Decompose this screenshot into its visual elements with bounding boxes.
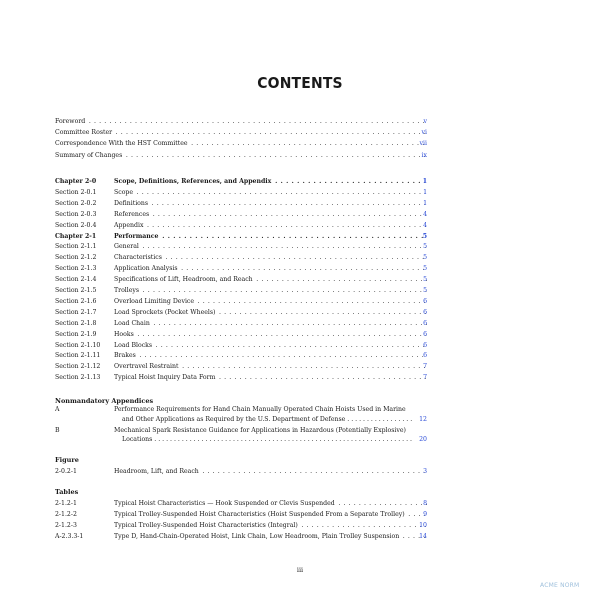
toc-entry-title: [114, 467, 427, 477]
toc-entry-number: Section 2-1.3: [55, 265, 97, 273]
toc-page-link[interactable]: 5: [423, 287, 427, 294]
toc-leader-dots: [134, 189, 427, 196]
toc-entry-title: [114, 341, 427, 351]
toc-entry-text: Load Blocks: [114, 341, 153, 349]
toc-leader-dots: [144, 222, 427, 229]
toc-leader-dots: [152, 436, 414, 443]
toc-table-entry[interactable]: [55, 499, 427, 509]
toc-entry-number: B: [55, 426, 60, 434]
toc-entry-number: Section 2-0.1: [55, 188, 97, 196]
toc-entry-text: References: [114, 210, 150, 218]
toc-page-link[interactable]: 1: [423, 199, 427, 207]
toc-figure-entry[interactable]: [55, 467, 427, 477]
toc-entry-text: Scope, Definitions, References, and Appendix: [114, 178, 272, 185]
toc-page-link[interactable]: 6: [423, 330, 427, 338]
watermark-logo: ACME NORM: [540, 582, 580, 589]
toc-page-link[interactable]: 5: [423, 276, 427, 284]
toc-entry-number: 2-1.2-1: [55, 500, 77, 507]
page-title: CONTENTS: [257, 74, 343, 92]
toc-entry-title: [114, 521, 427, 531]
toc-entry-number: 2-0.2-1: [55, 468, 77, 475]
toc-entry-title: [122, 415, 414, 425]
toc-leader-dots: [153, 342, 427, 349]
toc-entry-text: Typical Trolley-Suspended Hoist Characteristics (Hoist Suspended From a Separate Trolley): [114, 511, 405, 518]
toc-section-entry[interactable]: [55, 330, 427, 340]
toc-entry-title: [114, 499, 427, 509]
toc-leader-dots: [216, 374, 427, 381]
toc-entry-text: Typical Hoist Characteristics — Hook Suspended or Clevis Suspended: [114, 500, 335, 507]
toc-entry-title: [114, 362, 427, 372]
toc-entry-text: Correspondence With the HST Committee: [55, 140, 188, 147]
toc-entry-text: Foreword: [55, 118, 86, 125]
toc-leader-dots: [163, 254, 427, 261]
toc-entry-text: and Other Applications as Required by the U.S. Department of Defense: [122, 415, 346, 423]
toc-page-link[interactable]: 6: [423, 319, 427, 327]
toc-entry-title: [114, 253, 427, 263]
toc-entry-number: 2-1.2-3: [55, 522, 77, 529]
toc-entry-text: Specifications of Lift, Headroom, and Reach: [114, 276, 253, 284]
toc-leader-dots: [200, 468, 427, 475]
toc-leader-dots: [140, 243, 427, 250]
toc-entry-number: A: [55, 406, 60, 413]
toc-entry-number: Section 2-1.4: [55, 276, 97, 284]
toc-page-link[interactable]: 6: [423, 308, 427, 316]
toc-entry-title: [114, 510, 427, 520]
toc-entry-text: Mechanical Spark Resistance Guidance for Applications in Hazardous (Potentially Explosive): [114, 426, 406, 434]
toc-section-entry[interactable]: [55, 275, 427, 285]
toc-entry-title: [55, 128, 427, 138]
toc-leader-dots: [195, 298, 427, 305]
toc-entry-number: A-2.3.3-1: [55, 533, 84, 540]
toc-entry-text: Type D, Hand-Chain-Operated Hoist, Link Chain, Low Headroom, Plain Trolley Suspension: [114, 533, 400, 540]
toc-entry-title: [114, 199, 427, 209]
toc-entry-number: Section 2-0.4: [55, 221, 97, 229]
toc-entry-number: Section 2-1.13: [55, 374, 101, 382]
toc-section-entry[interactable]: [55, 242, 427, 252]
toc-entry-number: Section 2-1.7: [55, 308, 97, 316]
toc-section-entry[interactable]: [55, 199, 427, 209]
toc-section-entry[interactable]: [55, 210, 427, 220]
toc-front-matter-entry[interactable]: [55, 151, 427, 161]
toc-section-entry[interactable]: [55, 308, 427, 318]
toc-entry-text: Definitions: [114, 199, 149, 207]
toc-entry-text: Headroom, Lift, and Reach: [114, 468, 199, 475]
toc-page-link[interactable]: v: [423, 118, 427, 125]
toc-entry-number: Section 2-1.6: [55, 297, 97, 305]
toc-leader-dots: [151, 320, 427, 327]
toc-entry-title: [55, 117, 427, 127]
toc-entry-number: Section 2-1.8: [55, 319, 97, 327]
toc-leader-dots: [180, 363, 427, 370]
toc-leader-dots: [86, 118, 427, 125]
toc-page-link[interactable]: 6: [423, 341, 427, 349]
toc-entry-title: [114, 177, 427, 187]
figure-heading: Figure: [55, 456, 79, 464]
toc-leader-dots: [150, 211, 427, 218]
toc-entry-title: [55, 139, 427, 149]
toc-entry-title: [122, 435, 414, 445]
toc-entry-title: [114, 308, 427, 318]
toc-entry-number: Section 2-1.12: [55, 363, 101, 371]
toc-entry-title: [114, 242, 427, 252]
toc-entry-text: Typical Hoist Inquiry Data Form: [114, 374, 216, 382]
toc-entry-title: [114, 297, 427, 307]
toc-leader-dots: [160, 233, 428, 240]
toc-page-link[interactable]: 9: [423, 511, 427, 518]
toc-section-entry[interactable]: [55, 297, 427, 307]
toc-entry-number: Section 2-0.2: [55, 199, 97, 207]
toc-entry-number: Chapter 2-1: [55, 232, 97, 240]
toc-page-link[interactable]: 3: [423, 468, 427, 475]
toc-leader-dots: [216, 309, 427, 316]
toc-entry-number: 2-1.2-2: [55, 511, 77, 518]
toc-entry-title: [114, 221, 427, 231]
toc-leader-dots: [140, 287, 427, 294]
toc-leader-dots: [345, 416, 414, 423]
toc-entry-title: [114, 275, 427, 285]
toc-entry-title: [114, 330, 427, 340]
toc-page-link[interactable]: ix: [421, 151, 427, 159]
toc-page-link[interactable]: 7: [423, 374, 427, 382]
toc-entry-text: Locations: [122, 436, 153, 443]
appendices-heading: Nonmandatory Appendices: [55, 397, 154, 405]
toc-leader-dots: [123, 152, 427, 159]
toc-entry-number: Section 2-0.3: [55, 210, 97, 218]
toc-leader-dots: [179, 265, 427, 272]
toc-entry-title: [114, 264, 427, 274]
toc-entry-text: Performance: [114, 232, 159, 240]
toc-section-entry[interactable]: [55, 351, 427, 361]
toc-page-link[interactable]: 5: [422, 232, 427, 240]
toc-leader-dots: [137, 352, 427, 359]
toc-section-entry[interactable]: [55, 221, 427, 231]
toc-page-link[interactable]: 5: [423, 254, 427, 262]
toc-section-entry[interactable]: [55, 264, 427, 274]
toc-leader-dots: [135, 331, 427, 338]
toc-page-link[interactable]: 4: [423, 221, 427, 229]
toc-entry-text: General: [114, 243, 139, 251]
toc-entry-text: Application Analysis: [114, 265, 178, 273]
toc-page-link[interactable]: 10: [419, 522, 427, 529]
toc-entry-text: Hooks: [114, 330, 134, 338]
toc-section-entry[interactable]: [55, 286, 427, 296]
toc-entry-title: [114, 232, 427, 242]
toc-section-entry[interactable]: [55, 253, 427, 263]
toc-entry-text: Typical Trolley-Suspended Hoist Characteristics (Integral): [114, 522, 298, 529]
toc-entry-number: Section 2-1.11: [55, 352, 101, 360]
toc-chapter-entry[interactable]: [55, 177, 427, 187]
toc-entry-text: Load Sprockets (Pocket Wheels): [114, 308, 216, 316]
toc-leader-dots: [149, 200, 427, 207]
toc-entry-number: Chapter 2-0: [55, 178, 97, 185]
toc-front-matter-entry[interactable]: [55, 117, 427, 127]
toc-entry-text: Overtravel Restraint: [114, 363, 179, 371]
toc-entry-number: Section 2-1.10: [55, 341, 101, 349]
toc-entry-text: Brakes: [114, 352, 136, 360]
toc-leader-dots: [254, 276, 427, 283]
toc-table-entry[interactable]: [55, 521, 427, 531]
toc-entry-text: Scope: [114, 188, 134, 196]
toc-page-link[interactable]: vi: [421, 128, 427, 136]
toc-page-link[interactable]: 8: [423, 500, 427, 507]
tables-heading: Tables: [55, 488, 79, 496]
toc-entry-text: Overload Limiting Device: [114, 297, 195, 305]
toc-page-link[interactable]: 7: [423, 363, 427, 371]
toc-entry-title: [114, 532, 427, 542]
toc-entry-text: Performance Requirements for Hand Chain Manually Operated Chain Hoists Used in Marine: [114, 406, 406, 413]
toc-front-matter-entry[interactable]: [55, 139, 427, 149]
toc-section-entry[interactable]: [55, 341, 427, 351]
toc-chapter-entry[interactable]: [55, 232, 427, 242]
toc-entry-title: [114, 319, 427, 329]
toc-entry-title: [114, 351, 427, 361]
toc-page-link[interactable]: 1: [422, 178, 427, 185]
toc-table-entry[interactable]: [55, 532, 427, 542]
toc-entry-text: Summary of Changes: [55, 151, 123, 159]
toc-page-link[interactable]: 4: [423, 210, 427, 218]
toc-section-entry[interactable]: [55, 373, 427, 383]
toc-page-link[interactable]: vii: [419, 140, 427, 147]
toc-entry-number: Section 2-1.9: [55, 330, 97, 338]
toc-entry-number: Section 2-1.5: [55, 287, 97, 294]
toc-entry-text: Trolleys: [114, 287, 140, 294]
toc-entry-title: [55, 151, 427, 161]
toc-page-link[interactable]: 12: [419, 415, 427, 423]
toc-leader-dots: [299, 522, 427, 529]
toc-entry-text: Committee Roster: [55, 128, 113, 136]
toc-page-link[interactable]: 6: [423, 352, 427, 360]
toc-section-entry[interactable]: [55, 188, 427, 198]
toc-page-link[interactable]: 20: [419, 436, 427, 443]
toc-leader-dots: [189, 140, 427, 147]
toc-entry-text: Characteristics: [114, 254, 162, 262]
toc-section-entry[interactable]: [55, 362, 427, 372]
toc-table-entry[interactable]: [55, 510, 427, 520]
toc-entry-title: [114, 373, 427, 383]
toc-page-link[interactable]: 1: [423, 188, 427, 196]
toc-leader-dots: [113, 129, 427, 136]
toc-leader-dots: [272, 178, 427, 185]
toc-entry-title: [114, 188, 427, 198]
toc-entry-text: Load Chain: [114, 319, 150, 327]
toc-section-entry[interactable]: [55, 319, 427, 329]
toc-page-link[interactable]: 6: [423, 297, 427, 305]
toc-entry-number: Section 2-1.1: [55, 243, 97, 251]
toc-entry-title: [114, 286, 427, 296]
toc-page-link[interactable]: 14: [419, 533, 427, 540]
toc-entry-text: Appendix: [114, 221, 144, 229]
toc-page-link[interactable]: 5: [423, 243, 427, 251]
page-number-footer: iii: [296, 566, 304, 574]
toc-entry-title: [114, 210, 427, 220]
toc-entry-number: Section 2-1.2: [55, 254, 97, 262]
toc-page-link[interactable]: 5: [423, 265, 427, 273]
toc-front-matter-entry[interactable]: [55, 128, 427, 138]
